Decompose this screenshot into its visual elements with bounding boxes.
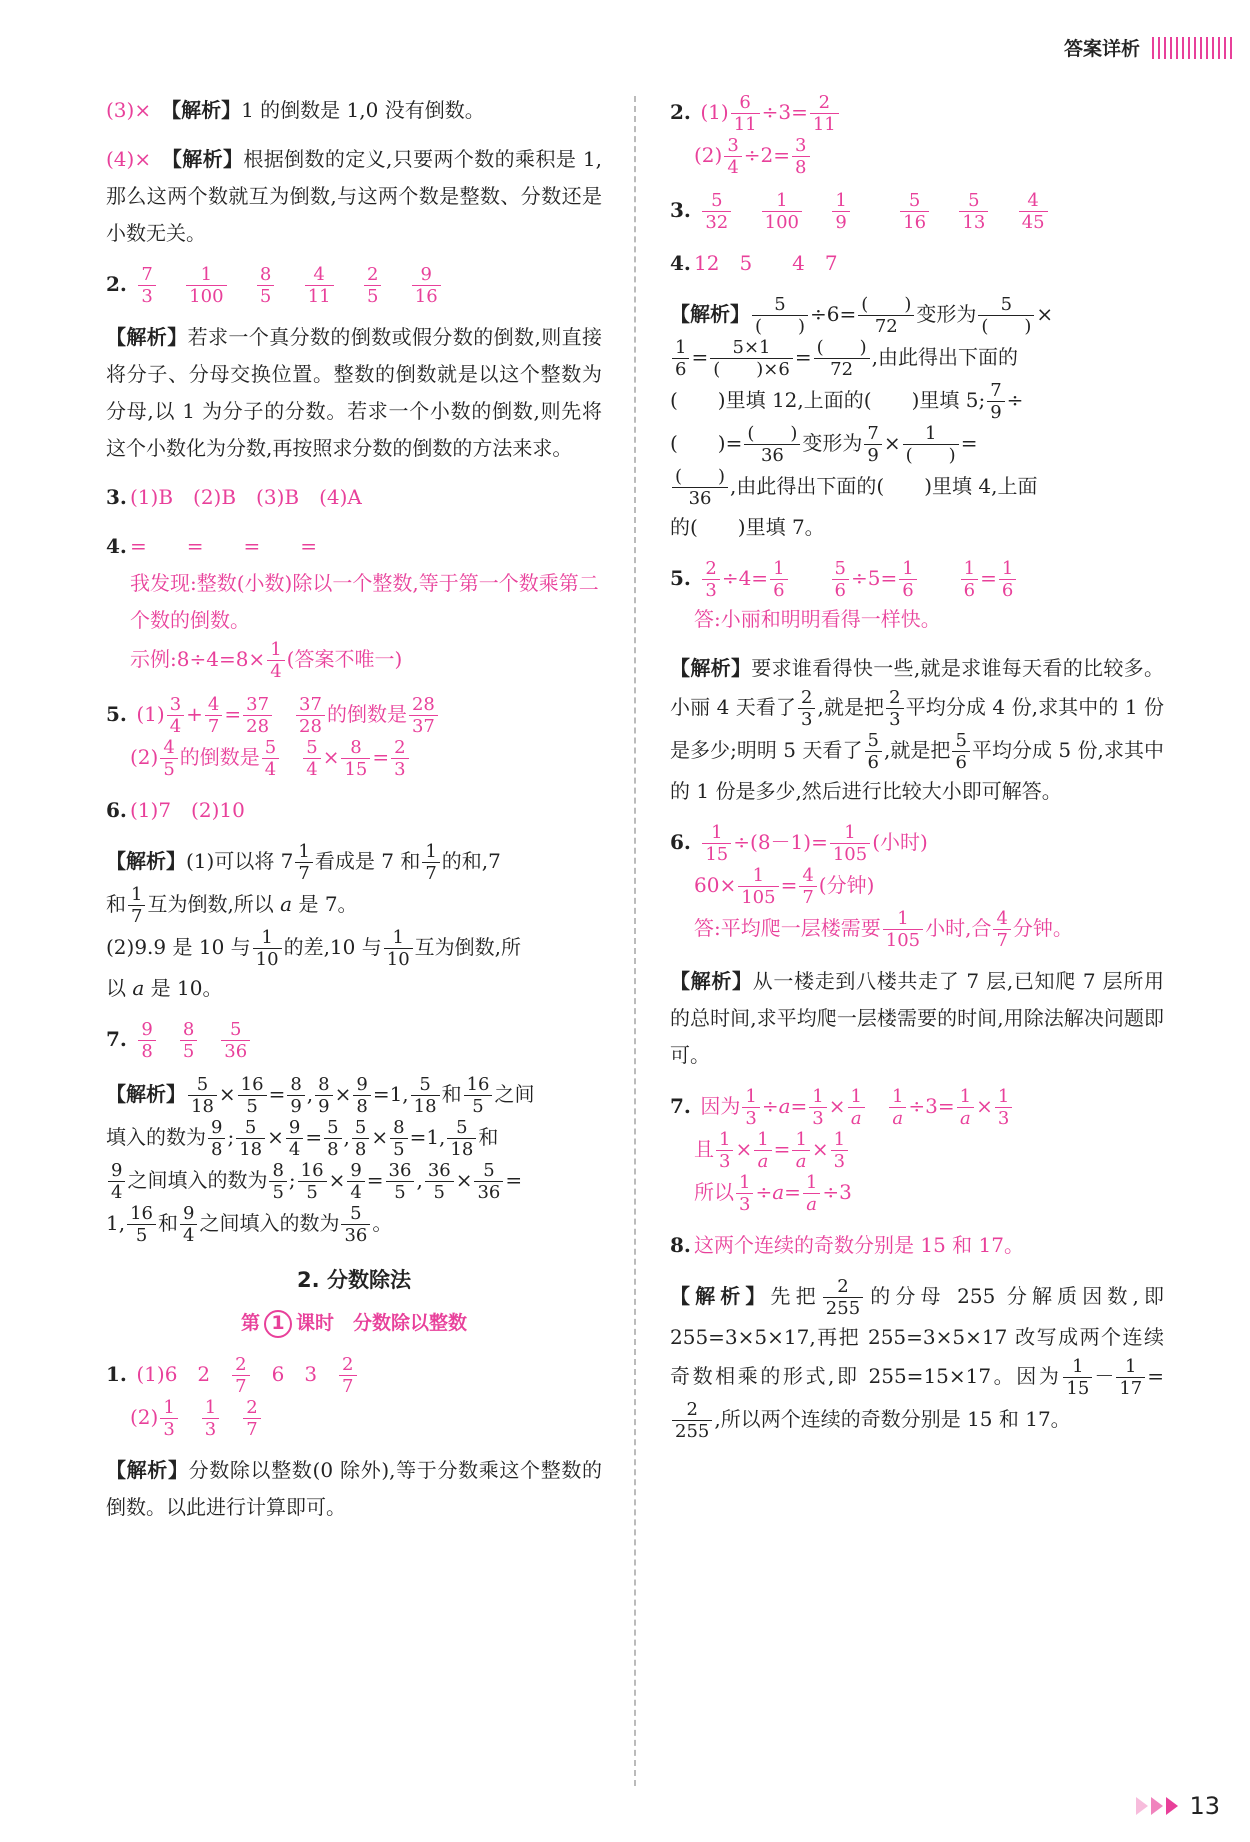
lesson-analysis-5: 【解析】要求谁看得快一些,就是求谁每天看的比较多。小丽 4 天看了 $\frac{2}{3}$ ,就是把 $\frac{2}{3}$ 平均分成 4 份,求其中的 1 份是多少;明明 5 天看了 $\frac{5}{6}$ ,就是把 $\frac{5}{6}$ 平均分成 5 份,求其中的 1 份是多少,然后进行比较大小即可解答。 [670,656,1165,803]
left-column [106,92,602,1538]
lesson-answer-4: 4. 12 5 4 7 [670,251,838,275]
lesson-answer-5: 5. $\frac{2}{3}$ ÷4= $\frac{1}{6}$ $\frac{5}{6}$ ÷5= $\frac{1}{6}$ $\frac{1}{6}$ = $\frac{1}{6}$ 答:小丽和明明看得一样快。 [670,558,1164,638]
lesson-answer-8: 8. 这两个连续的奇数分别是 15 和 17。 [670,1233,1024,1257]
lesson-analysis-6: 【解析】从一楼走到八楼共走了 7 层,已知爬 7 层所用的总时间,求平均爬一层楼需要的时间,用除法解决问题即可。 [670,969,1164,1067]
answer-5: 5. (1) $\frac{3}{4}$ + $\frac{4}{7}$ = $\frac{37}{28}$ $\frac{37}{28}$ 的倒数是 $\frac{28}{37}$ (2) $\frac{4}{5}$ 的倒数是 $\frac{5}{4}$ $\frac{5}{4}$ × $\frac{8}{15}$ = $\frac{2}{3}$ [106,694,602,780]
arrow-icon [1136,1797,1148,1815]
answer-4: 4. = = = = 我发现:整数(小数)除以一个整数,等于第一个数乘第二个数的倒数。 示例:8÷4=8× $\frac{1}{4}$ (答案不唯一) [106,534,599,682]
page-number: 13 [1189,1792,1220,1820]
answer-7: 7. $\frac{9}{8}$ $\frac{8}{5}$ $\frac{5}{36}$ [106,1019,602,1062]
lesson-analysis-4: 【解析】 5 ( ) ÷6= ( ) 72 变形为 5 ( ) × $\frac{1}{6}$ = $\frac{5\times 1}{( )\times 6}$ = ( ) 72 ,由此得出下面的 ( )里填 12,上面的( )里填 5; $\frac{7}{9}$ ÷ ( )= ( ) 36 变形为 $\frac{7}{9}$ × 1 ( ) = ( ) 36 ,由此得出下面的( )里填 4,上面 的( )里填 7。 [670,294,1054,539]
right-column [670,92,1164,1454]
header-decoration [1152,37,1232,59]
arrow-icon [1166,1797,1178,1815]
header-title: 答案详析 [1063,38,1140,60]
lesson-answer-7: 7. 因为 $\frac{1}{3}$ ÷a= $\frac{1}{3}$ × $\frac{1}{a}$ $\frac{1}{a}$ ÷3= $\frac{1}{a}$ × $\frac{1}{3}$ 且 $\frac{1}{3}$ × $\frac{1}{a}$ = $\frac{1}{a}$ × $\frac{1}{3}$ 所以 $\frac{1}{3}$ ÷a= $\frac{1}{a}$ ÷3 [670,1086,1164,1215]
lesson-analysis-1: 【解析】分数除以整数(0 除外),等于分数乘这个整数的倒数。以此进行计算即可。 [106,1458,603,1519]
lesson-answer-1: 1. (1)6 2 $\frac{2}{7}$ 6 3 $\frac{2}{7}$ (2) $\frac{1}{3}$ $\frac{1}{3}$ $\frac{2}{7}$ [106,1354,602,1440]
answer-3: 3. (1)B (2)B (3)B (4)A [106,485,362,509]
answer-1-4: (4)× 【解析】根据倒数的定义,只要两个数的乘积是 1,那么这两个数就互为倒数,与这两个数是整数、分数还是小数无关。 [106,147,603,245]
analysis-2: 【解析】若求一个真分数的倒数或假分数的倒数,则直接将分子、分母交换位置。整数的倒数就是以这个整数为分母,以 1 为分子的分数。若求一个小数的倒数,则先将这个小数化为分数,再按照求分数的倒数的方法来求。 [106,325,603,460]
lesson-analysis-8: 【解析】先把 $\frac{2}{255}$ 的分母 255 分解质因数,即 255=3×5×17,再把 255=3×5×17 改写成两个连续奇数相乘的形式,即 255=15×17。因为 $\frac{1}{15}$ － $\frac{1}{17}$ = $\frac{2}{255}$ ,所以两个连续的奇数分别是 15 和 17。 [670,1276,1164,1442]
lesson-answer-6: 6. $\frac{1}{15}$ ÷(8－1)= $\frac{1}{105}$ (小时) 60× $\frac{1}{105}$ = $\frac{4}{7}$ (分钟) 答:平均爬一层楼需要 $\frac{1}{105}$ 小时,合 $\frac{4}{7}$ 分钟。 [670,822,1073,951]
analysis-6: 【解析】(1)可以将 7 $\frac{1}{7}$ 看成是 7 和 $\frac{1}{7}$ 的和,7 和 $\frac{1}{7}$ 互为倒数,所以 a 是 7。 (2)9.9 是 10 与 $\frac{1}{10}$ 的差,10 与 $\frac{1}{10}$ 互为倒数,所 以 a 是 10。 [106,841,522,1000]
lesson-answer-2: 2. (1) $\frac{6}{11}$ ÷3= $\frac{2}{11}$ (2) $\frac{3}{4}$ ÷2= $\frac{3}{8}$ [670,92,1164,178]
analysis-7: 【解析】 $\frac{5}{18}$ × $\frac{16}{5}$ = $\frac{8}{9}$ , $\frac{8}{9}$ × $\frac{9}{8}$ =1, $\frac{5}{18}$ 和 $\frac{16}{5}$ 之间 填入的数为 $\frac{9}{8}$ ; $\frac{5}{18}$ × $\frac{9}{4}$ = $\frac{5}{8}$ , $\frac{5}{8}$ × $\frac{8}{5}$ =1, $\frac{5}{18}$ 和 $\frac{9}{4}$ 之间填入的数为 $\frac{8}{5}$ ; $\frac{16}{5}$ × $\frac{9}{4}$ = $\frac{36}{5}$ , $\frac{36}{5}$ × $\frac{5}{36}$ = 1, $\frac{16}{5}$ 和 $\frac{9}{4}$ 之间填入的数为 $\frac{5}{36}$ 。 [106,1074,535,1246]
answer-6: 6. (1)7 (2)10 [106,798,245,822]
section-title: 2. 分数除法 [297,1268,411,1292]
lesson-title: 第 1 课时 分数除以整数 [106,1308,602,1338]
page-footer [1136,1792,1220,1820]
answer-2: 2. $\frac{7}{3}$ $\frac{1}{100}$ $\frac{8}{5}$ $\frac{4}{11}$ $\frac{2}{5}$ $\frac{9}{16}$ [106,264,602,307]
answer-1-3: (3)× 【解析】1 的倒数是 1,0 没有倒数。 [106,98,485,122]
page-header [1064,34,1232,61]
lesson-answer-3: 3. $\frac{5}{32}$ $\frac{1}{100}$ $\frac{1}{9}$ $\frac{5}{16}$ $\frac{5}{13}$ $\frac{4}{45}$ [670,190,1164,233]
column-divider [634,96,636,1786]
arrow-icon [1151,1797,1163,1815]
